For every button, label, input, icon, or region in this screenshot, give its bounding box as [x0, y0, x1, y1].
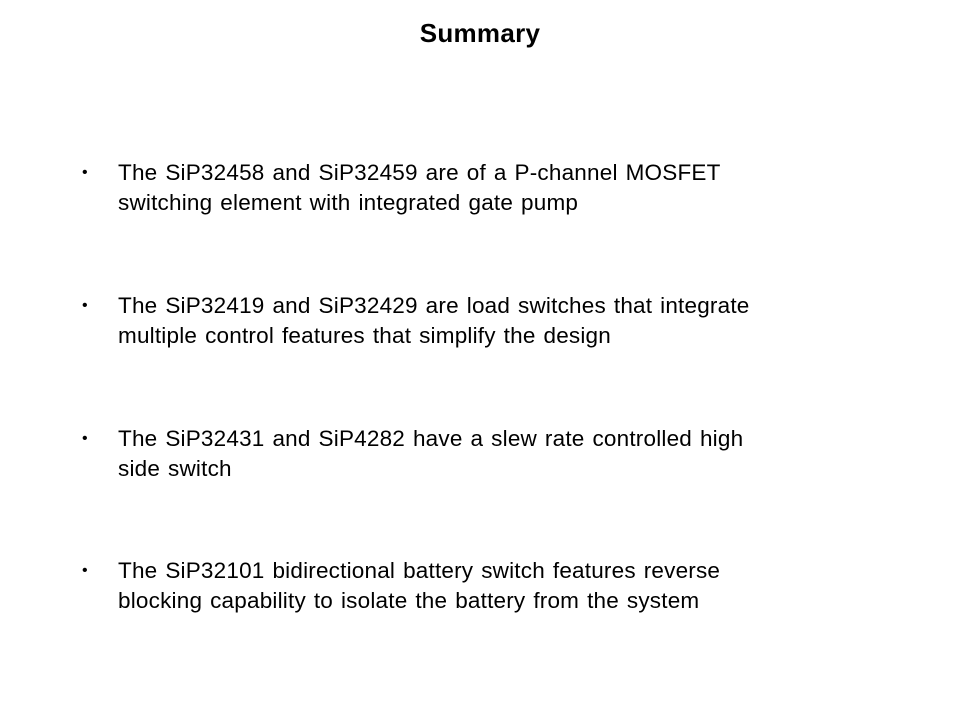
bullet-text: [118, 291, 750, 351]
bullet-line: The SiP32431 and SiP4282 have a slew rate controlled high: [118, 426, 744, 451]
bullet-item-4: [78, 556, 878, 616]
bullet-icon: •: [82, 430, 88, 447]
bullet-line: multiple control features that simplify the design: [118, 323, 611, 348]
bullet-line: side switch: [118, 456, 232, 481]
bullet-line: The SiP32101 bidirectional battery switch features reverse: [118, 558, 721, 583]
bullet-item-1: [78, 158, 878, 218]
slide-title: Summary: [419, 18, 541, 48]
bullet-line: switching element with integrated gate pump: [118, 190, 579, 215]
bullet-text: [118, 556, 720, 616]
bullet-item-2: [78, 291, 878, 351]
bullet-item-3: [78, 424, 878, 484]
bullet-icon: •: [82, 164, 88, 181]
bullet-icon: •: [82, 562, 88, 579]
bullet-line: The SiP32458 and SiP32459 are of a P-channel MOSFET: [118, 160, 721, 185]
bullet-line: The SiP32419 and SiP32429 are load switches that integrate: [118, 293, 750, 318]
bullet-icon: •: [82, 297, 88, 314]
bullet-text: [118, 424, 743, 484]
bullet-line: blocking capability to isolate the battery from the system: [118, 588, 700, 613]
bullet-text: [118, 158, 721, 218]
